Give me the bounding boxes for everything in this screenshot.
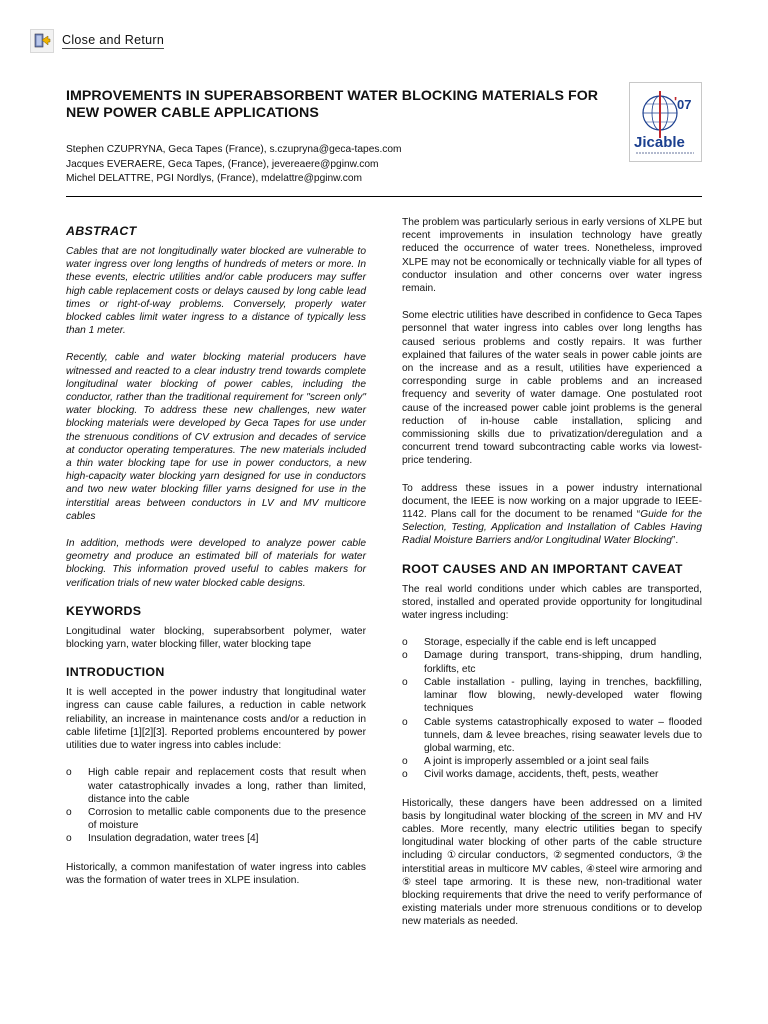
svg-text:': ': [674, 94, 678, 109]
jicable-logo: [629, 82, 702, 162]
history-paragraph: [402, 797, 702, 929]
body-paragraph: The problem was particularly serious in early versions of XLPE but recent improvements in insulation technology have greatly reduced the occurrence of water trees. Nonetheless, improved XLPE may not be economically or technically viable for all types of conductor insulation and other concerns over water ingress remain.: [402, 217, 702, 295]
author-line: Jacques EVERAERE, Geca Tapes, (France), jevereaere@pginw.com: [66, 158, 379, 170]
abstract-paragraph: In addition, methods were developed to analyze power cable geometry and produce an estimated bill of materials for water blocking. This information proved useful to cables makers for verification trials of new water blocked cable designs.: [66, 538, 366, 589]
logo-year: 07: [677, 97, 692, 112]
close-return-control[interactable]: [30, 28, 164, 54]
keywords-text: Longitudinal water blocking, superabsorbent polymer, water blocking yarn, water blocking filler, water blocking tape: [66, 625, 366, 651]
right-column: [402, 216, 702, 943]
root-causes-list: [402, 636, 702, 781]
logo-name: Jicable: [634, 134, 685, 151]
history-text: Historically, these dangers have been addressed on a limited basis by longitudinal water blocking: [402, 797, 702, 822]
list-item: o Damage during transport, trans-shipping, drum handling, forklifts, etc: [402, 649, 702, 675]
body-paragraph: Some electric utilities have described in confidence to Geca Tapes personnel that water ingress into cables over long lengths has caused serious problems and costly repairs. It was further explained that failures of the water seals in power cable joints are on the increase and as a result, utilities have experienced a corresponding surge in cable problems and an increased frequency and severity of water damage. One postulated root cause of the increased power cable joint problems is the general reduction of in-house cable installation, splicing and commissioning skills due to privatization/deregulation and a concurrent trend toward subcontracting cable works via lowest-price tendering.: [402, 310, 702, 467]
abstract-paragraph: Recently, cable and water blocking material producers have witnessed and reacted to a clear industry trend towards complete longitudinal water blocking of power cables, including the conductor, rather than the traditional requirement for "screen only" water blocking. To address these new challenges, new water blocking materials were developed by Geca Tapes for use under the strenuous conditions of CV extrusion and decades of service at conductor operating temperatures. The new materials included a thin water blocking tape for use in power conductors, a new high-capacity water blocking yarn designed for use in conductors and two new water blocking filler yarns designed for use in the interstitial areas between conductors in LV and MV multicore cables: [66, 352, 366, 522]
ieee-paragraph: [402, 482, 702, 548]
paper-title: IMPROVEMENTS IN SUPERABSORBENT WATER BLOCKING MATERIALS FOR NEW POWER CABLE APPLICATIONS: [66, 88, 599, 121]
list-item: o Corrosion to metallic cable components due to the presence of moisture: [66, 806, 366, 832]
left-column: [66, 216, 366, 901]
list-item: o Cable systems catastrophically exposed to water – flooded tunnels, dam & levee breaches, rising seawater levels due to global warming, etc.: [402, 716, 702, 756]
author-list: [66, 143, 402, 187]
close-return-link[interactable]: Close and Return: [62, 33, 165, 47]
list-item: o Cable installation - pulling, laying in trenches, backfilling, laminar flow blowing, newly-developed water flowing techniques: [402, 676, 702, 716]
abstract-paragraph: Cables that are not longitudinally water blocked are vulnerable to water ingress over long lengths of hundreds of meters or more. In these events, electric utilities and/or cable producers may suffer high cable replacement costs or delays caused by long cable lead times or right-of-way problems. Conversely, properly water blocked cables limit water ingress to a distance of typically less than 1 meter.: [66, 246, 366, 337]
author-line: Stephen CZUPRYNA, Geca Tapes (France), s.czupryna@geca-tapes.com: [66, 144, 402, 155]
history-text-end: in MV and HV cables. More recently, many electric utilities began to specify longitudinal water blocking of other parts of the cable structure including ①circular conductors, ②segmented conductors, ③the interstitial areas in multicore MV cables, ④steel wire armoring and ⑤steel tape armoring. It is these new, non-traditional water blocking requirements that drive the need to verify performance of existing materials under more strenuous conditions or to develop new materials as needed.: [402, 810, 703, 928]
introduction-list: [66, 766, 366, 845]
root-causes-heading: ROOT CAUSES AND AN IMPORTANT CAVEAT: [402, 561, 683, 576]
author-line: Michel DELATTRE, PGI Nordlys, (France), mdelattre@pginw.com: [66, 173, 363, 184]
ieee-guide-title: Guide for the Selection, Testing, Application and Installation of Cables Having Radial Moisture Barriers and/or Longitudinal Water Blocking: [402, 509, 702, 547]
abstract-heading: ABSTRACT: [66, 224, 137, 238]
close-return-icon[interactable]: [30, 29, 54, 53]
introduction-paragraph: Historically, a common manifestation of water ingress into cables was the formation of water trees in XLPE insulation.: [66, 861, 366, 886]
list-item: o A joint is improperly assembled or a joint seal fails: [402, 755, 702, 768]
header-divider: [66, 196, 702, 197]
introduction-heading: INTRODUCTION: [66, 665, 165, 680]
ieee-text: To address these issues in a power industry international document, the IEEE is now working on a major upgrade to IEEE-1142. Plans call for the document to be renamed “: [402, 482, 702, 521]
list-item: o Storage, especially if the cable end is left uncapped: [402, 636, 702, 649]
history-underlined: of the screen: [570, 810, 632, 822]
introduction-paragraph: It is well accepted in the power industry that longitudinal water ingress can cause cable failures, a reduction in cable network reliability, an increase in maintenance costs and/or a reduction in cable lifetime [1][2][3]. Reported problems encountered by power utilities due to water ingress into cables include:: [66, 687, 366, 752]
keywords-heading: KEYWORDS: [66, 603, 142, 618]
list-item: o Insulation degradation, water trees [4]: [66, 832, 366, 845]
list-item: o Civil works damage, accidents, theft, pests, weather: [402, 768, 702, 781]
root-causes-paragraph: The real world conditions under which cables are transported, stored, installed and operated provide opportunity for longitudinal water ingress including:: [402, 583, 702, 622]
list-item: o High cable repair and replacement costs that result when water catastrophically invades a long, rather than limited, distance into the cable: [66, 766, 366, 806]
ieee-text-end: ”.: [671, 535, 679, 547]
